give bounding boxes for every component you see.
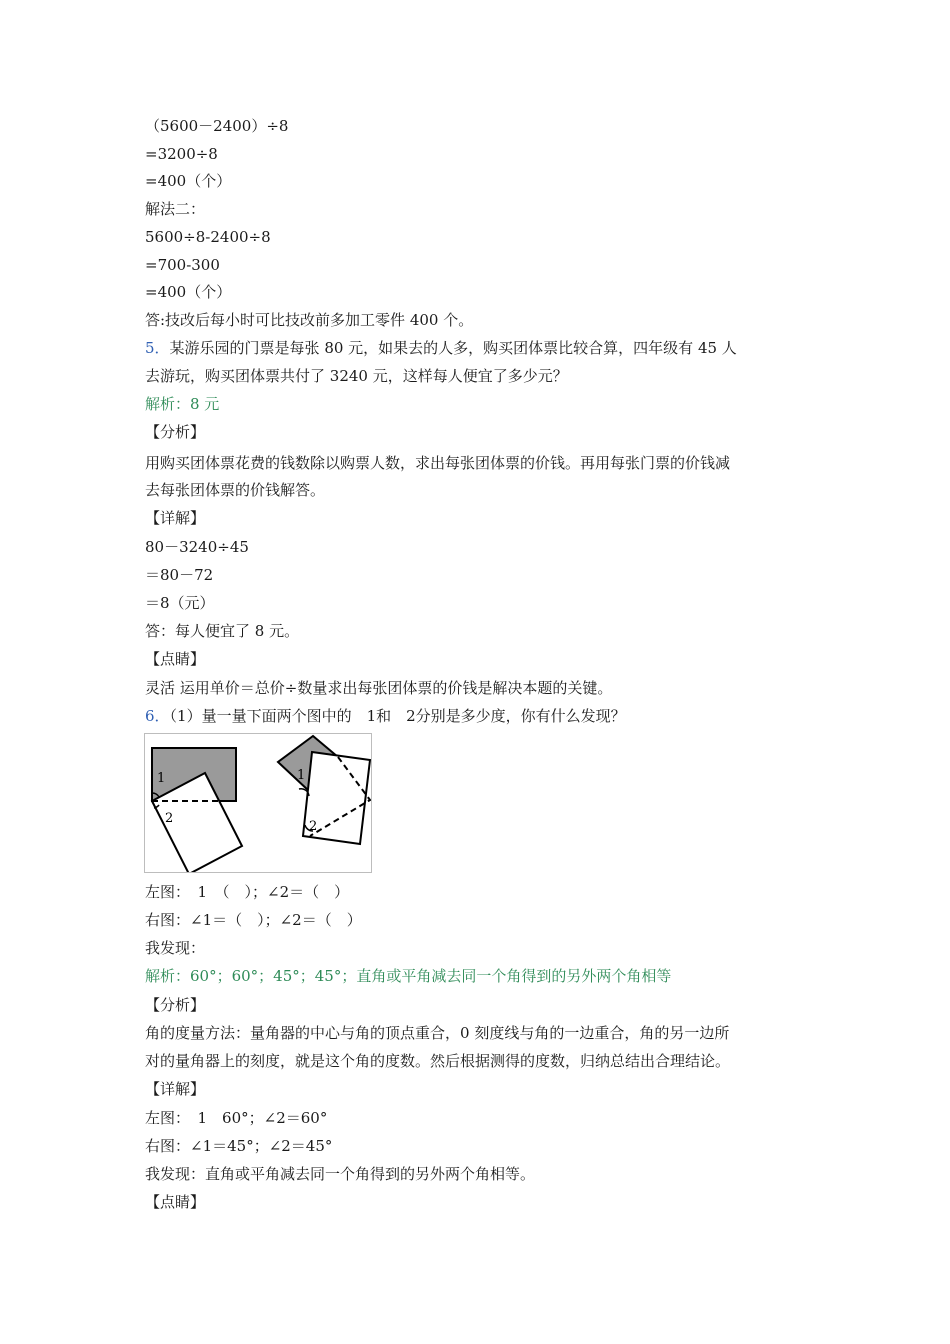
question-text: （1）量一量下面两个图中的 1和 2分别是多少度，你有什么发现？ (169, 707, 626, 725)
note-heading: 【点睛】 (145, 1193, 206, 1211)
note-text: 灵活 运用单价＝总价÷数量求出每张团体票的价钱是解决本题的关键。 (145, 679, 613, 697)
calc-line: =700-300 (145, 256, 220, 274)
note-heading: 【点睛】 (145, 650, 206, 668)
analysis-heading: 【分析】 (145, 423, 206, 441)
method-two-label: 解法二： (145, 200, 206, 218)
solution-answer: 解析：60°；60°；45°；45°；直角或平角减去同一个角得到的另外两个角相等 (145, 967, 672, 985)
analysis-text: 对的量角器上的刻度，就是这个角的度数。然后根据测得的度数，归纳总结出合理结论。 (145, 1052, 731, 1070)
question-number: 6． (145, 707, 170, 725)
answer-line: 答:技改后每小时可比技改前多加工零件 400 个。 (145, 311, 474, 329)
analysis-text: 用购买团体票花费的钱数除以购票人数，求出每张团体票的价钱。再用每张门票的价钱减 (145, 454, 731, 472)
detail-line: 答：每人便宜了 8 元。 (145, 622, 300, 640)
question-text: 某游乐园的门票是每张 80 元，如果去的人多，购买团体票比较合算，四年级有 45 人 (169, 339, 737, 357)
left-label-2: 2 (165, 811, 174, 826)
angle-figure (144, 733, 372, 873)
question-text: 去游玩，购买团体票共付了 3240 元，这样每人便宜了多少元？ (145, 367, 568, 385)
right-label-1: 1 (297, 768, 306, 783)
question-number: 5． (145, 339, 170, 357)
calc-line: 5600÷8-2400÷8 (145, 228, 271, 246)
detail-line: ＝80－72 (145, 566, 214, 584)
calc-line: =3200÷8 (145, 145, 218, 163)
discover-prompt: 我发现： (145, 939, 206, 957)
analysis-text: 去每张团体票的价钱解答。 (145, 481, 326, 499)
solution-answer: 解析：8 元 (145, 395, 220, 413)
question-5 (145, 338, 737, 358)
detail-heading: 【详解】 (145, 509, 206, 527)
calc-line: =400（个） (145, 172, 232, 190)
angle-diagram (145, 734, 371, 872)
detail-line: 80－3240÷45 (145, 538, 249, 556)
right-figure-prompt: 右图：∠1＝（ ）；∠2＝（ ） (145, 911, 362, 929)
detail-line: 我发现：直角或平角减去同一个角得到的另外两个角相等。 (145, 1165, 536, 1183)
calc-line: （5600－2400）÷8 (145, 117, 289, 135)
calc-line: =400（个） (145, 283, 232, 301)
left-label-1: 1 (157, 771, 166, 786)
right-label-2: 2 (309, 819, 318, 834)
detail-line: 右图：∠1＝45°；∠2＝45° (145, 1137, 333, 1155)
analysis-heading: 【分析】 (145, 996, 206, 1014)
detail-heading: 【详解】 (145, 1080, 206, 1098)
detail-line: 左图： 1 60°；∠2＝60° (145, 1109, 328, 1127)
question-6 (145, 706, 626, 726)
left-figure-prompt: 左图： 1 （ ）；∠2＝（ ） (145, 883, 350, 901)
detail-line: ＝8（元） (145, 594, 215, 612)
analysis-text: 角的度量方法：量角器的中心与角的顶点重合，0 刻度线与角的一边重合，角的另一边所 (145, 1024, 730, 1042)
